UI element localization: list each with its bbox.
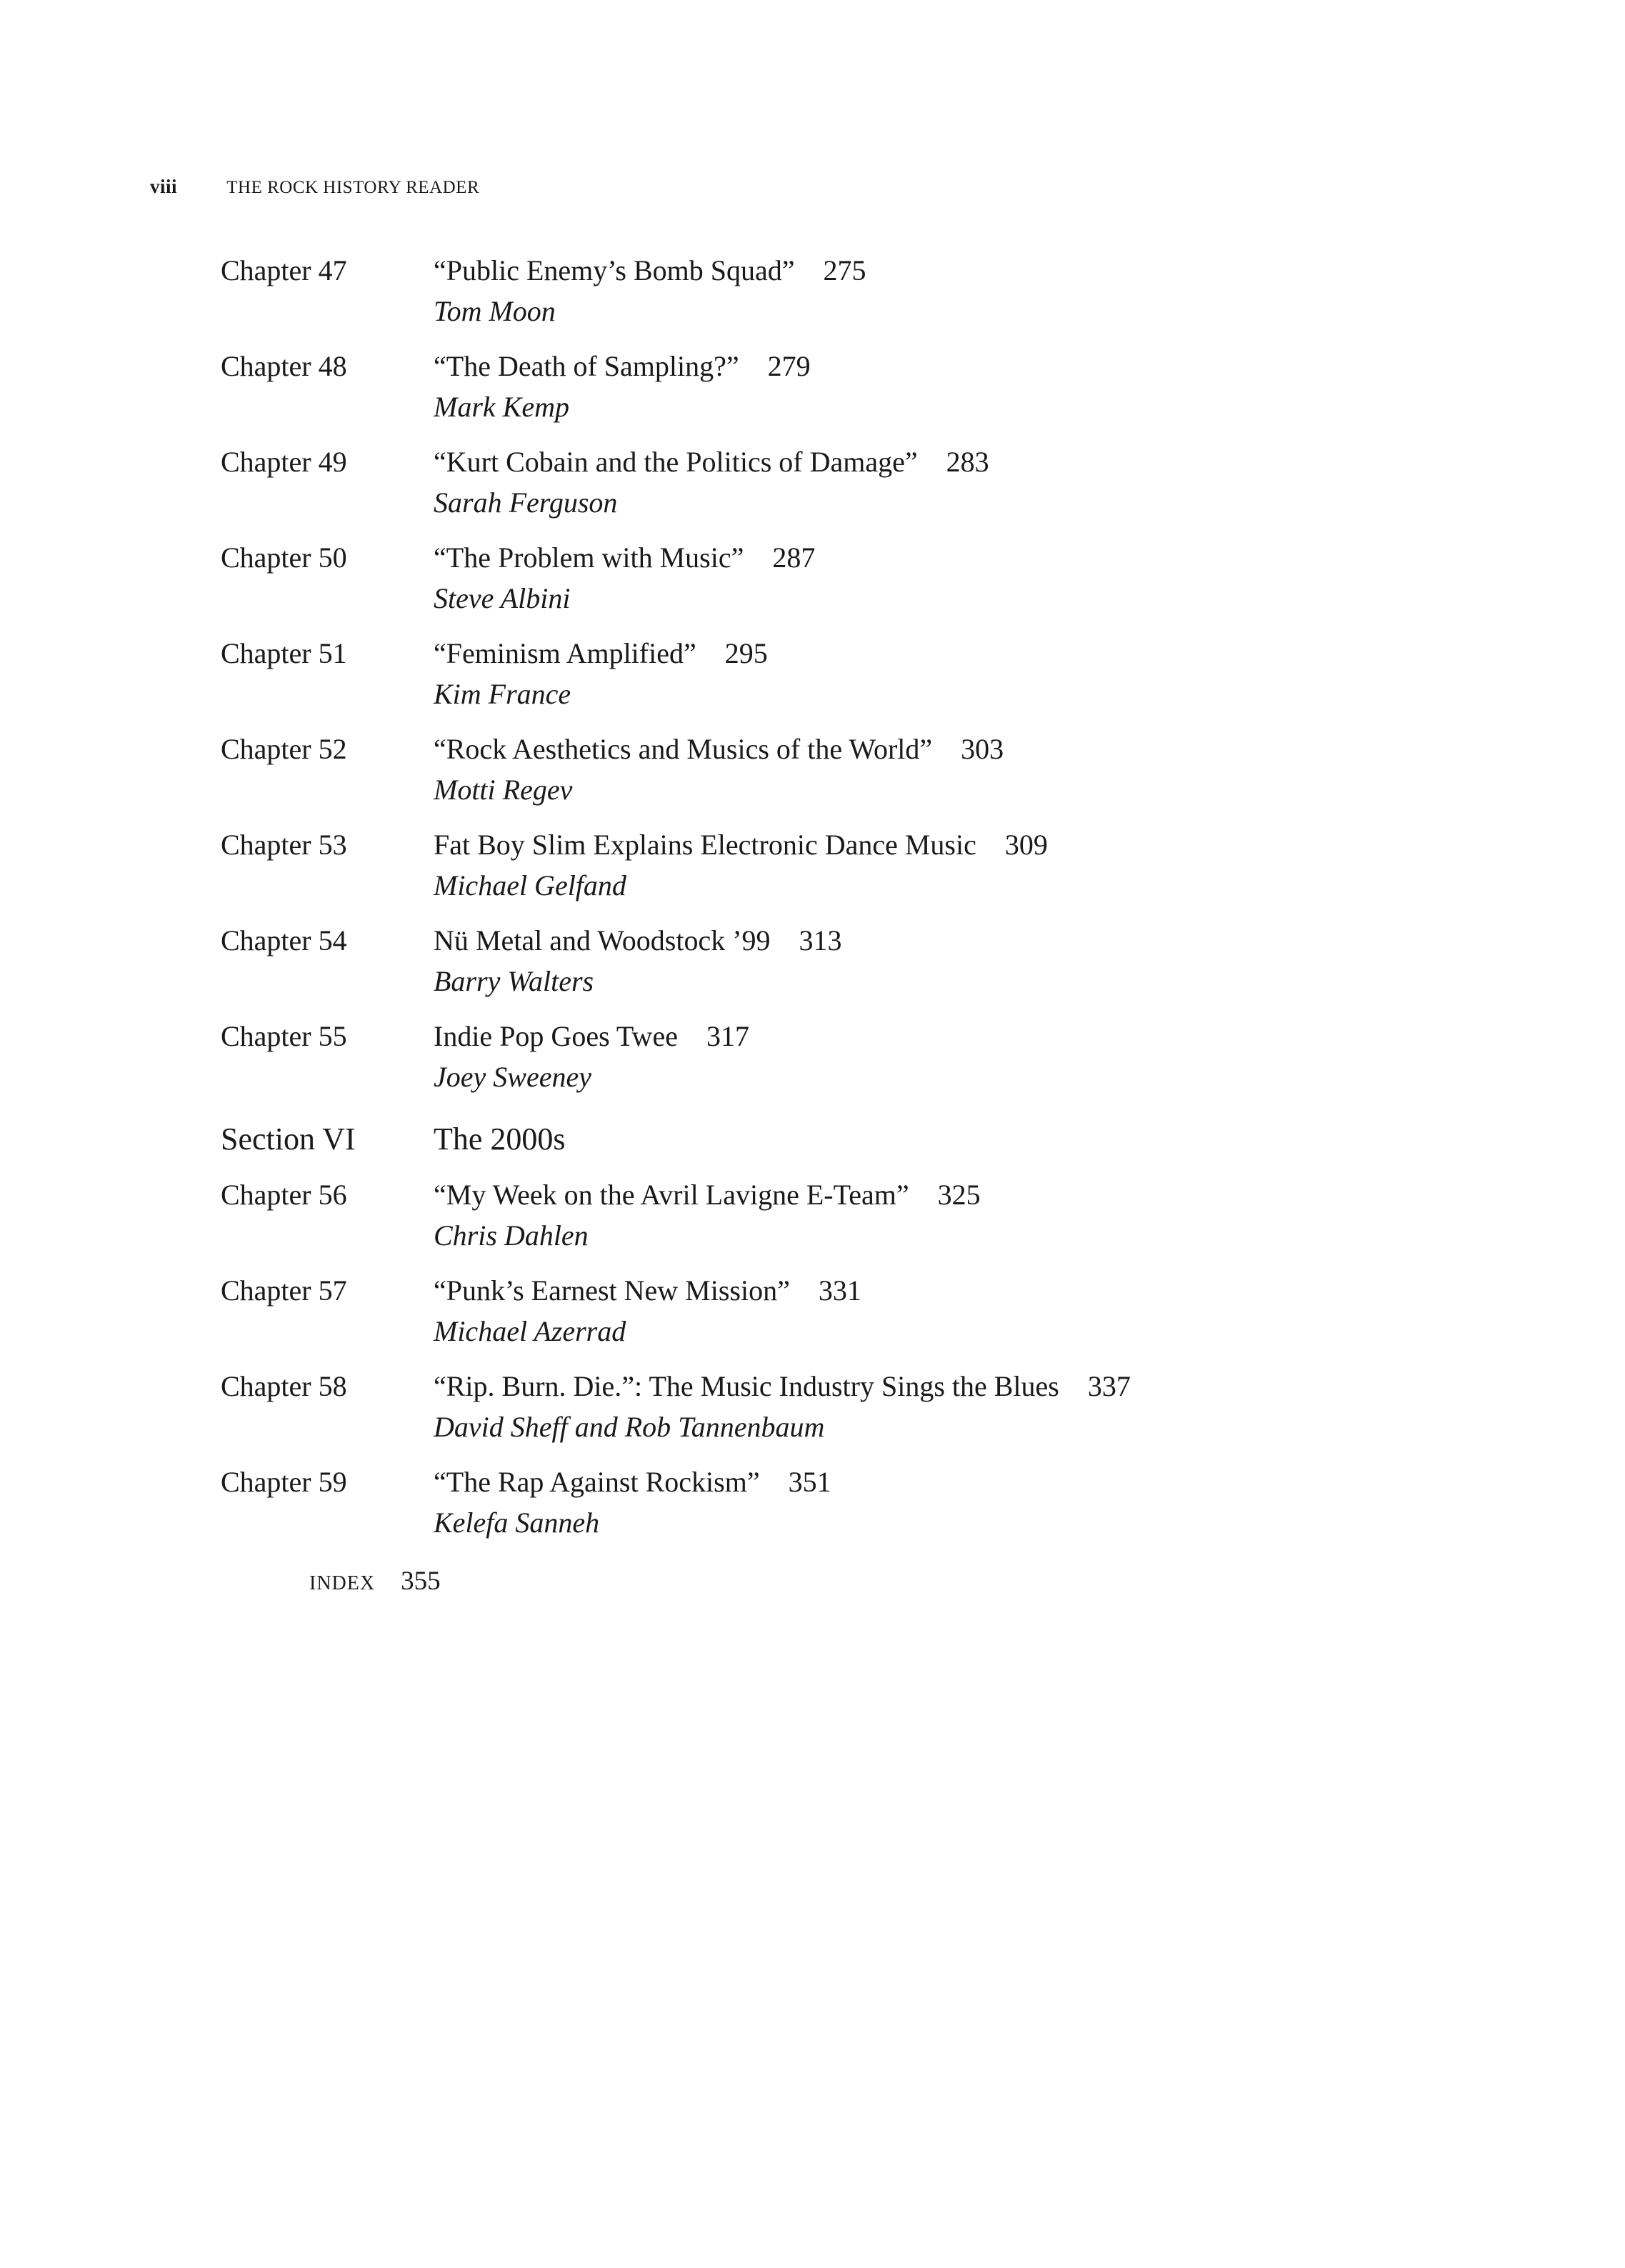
book-title: THE ROCK HISTORY READER	[226, 178, 480, 197]
chapter-title-line	[434, 1174, 981, 1216]
toc-entry-chapter-49[interactable]	[221, 441, 1578, 537]
chapter-author: Michael Azerrad	[434, 1315, 626, 1347]
chapter-page-number: 287	[772, 541, 816, 574]
chapter-page-number: 303	[961, 733, 1004, 765]
chapter-page-number: 337	[1087, 1370, 1131, 1402]
chapter-page-number: 283	[946, 446, 989, 478]
chapter-author: Motti Regev	[434, 774, 573, 806]
chapter-label: Chapter 58	[221, 1370, 347, 1402]
chapter-author: Sarah Ferguson	[434, 486, 618, 519]
chapter-author: Tom Moon	[434, 295, 556, 327]
chapter-label: Chapter 49	[221, 446, 347, 478]
chapter-author: Michael Gelfand	[434, 869, 626, 901]
chapter-author: Kim France	[434, 678, 571, 710]
chapter-title: “Rip. Burn. Die.”: The Music Industry Sings the Blues	[434, 1370, 1059, 1402]
chapter-author: Steve Albini	[434, 582, 571, 614]
chapter-title-line	[434, 1366, 1131, 1407]
chapter-title-line	[434, 729, 1004, 770]
chapter-title-line	[434, 920, 842, 961]
chapter-title: “Public Enemy’s Bomb Squad”	[434, 254, 795, 286]
chapter-title: “Kurt Cobain and the Politics of Damage”	[434, 446, 918, 478]
chapter-title-line	[434, 250, 866, 291]
chapter-label: Chapter 51	[221, 637, 347, 669]
chapter-label: Chapter 54	[221, 924, 347, 956]
chapter-label: Chapter 52	[221, 733, 347, 765]
chapter-title-line	[434, 346, 811, 387]
chapter-title-line	[434, 441, 989, 483]
running-head	[150, 176, 479, 198]
toc-entry-chapter-53[interactable]	[221, 824, 1578, 920]
chapter-author: Joey Sweeney	[434, 1061, 591, 1093]
chapter-title: Fat Boy Slim Explains Electronic Dance Music	[434, 829, 976, 861]
chapter-author: Barry Walters	[434, 965, 594, 997]
toc-entry-chapter-50[interactable]	[221, 537, 1578, 633]
toc-entry-chapter-48[interactable]	[221, 346, 1578, 441]
chapter-label: Chapter 57	[221, 1274, 347, 1307]
chapter-title: “The Problem with Music”	[434, 541, 744, 574]
index-label: INDEX	[309, 1572, 376, 1594]
chapter-title: Nü Metal and Woodstock ’99	[434, 924, 771, 956]
chapter-label: Chapter 55	[221, 1020, 347, 1052]
chapter-label: Chapter 50	[221, 541, 347, 574]
chapter-page-number: 331	[818, 1274, 861, 1307]
table-of-contents	[221, 250, 1578, 1557]
toc-entry-chapter-58[interactable]	[221, 1366, 1578, 1462]
chapter-title: “Rock Aesthetics and Musics of the World”	[434, 733, 933, 765]
chapter-label: Chapter 56	[221, 1179, 347, 1211]
section-title: The 2000s	[434, 1121, 566, 1157]
chapter-label: Chapter 47	[221, 254, 347, 286]
toc-entry-chapter-47[interactable]	[221, 250, 1578, 346]
chapter-author: David Sheff and Rob Tannenbaum	[434, 1411, 825, 1443]
chapter-title: “Punk’s Earnest New Mission”	[434, 1274, 790, 1307]
chapter-author: Kelefa Sanneh	[434, 1507, 600, 1539]
toc-entry-chapter-55[interactable]	[221, 1016, 1578, 1111]
toc-index-entry[interactable]	[309, 1566, 441, 1597]
chapter-page-number: 317	[706, 1020, 749, 1052]
toc-section-heading[interactable]	[221, 1119, 1578, 1174]
chapter-title: “My Week on the Avril Lavigne E-Team”	[434, 1179, 909, 1211]
chapter-page-number: 309	[1004, 829, 1048, 861]
chapter-label: Chapter 59	[221, 1466, 347, 1498]
chapter-title-line	[434, 824, 1048, 866]
toc-entry-chapter-57[interactable]	[221, 1270, 1578, 1366]
chapter-page-number: 313	[799, 924, 842, 956]
chapter-label: Chapter 53	[221, 829, 347, 861]
chapter-title: “The Death of Sampling?”	[434, 350, 739, 382]
chapter-title: Indie Pop Goes Twee	[434, 1020, 678, 1052]
page-folio: viii	[150, 176, 178, 197]
chapter-title-line	[434, 1462, 831, 1503]
section-label: Section VI	[221, 1121, 356, 1157]
toc-entry-chapter-51[interactable]	[221, 633, 1578, 729]
toc-entry-chapter-56[interactable]	[221, 1174, 1578, 1270]
chapter-page-number: 279	[767, 350, 811, 382]
toc-entry-chapter-52[interactable]	[221, 729, 1578, 824]
chapter-title-line	[434, 633, 768, 674]
chapter-title: “The Rap Against Rockism”	[434, 1466, 760, 1498]
chapter-author: Mark Kemp	[434, 391, 569, 423]
chapter-page-number: 295	[724, 637, 768, 669]
chapter-title-line	[434, 1016, 749, 1057]
chapter-title: “Feminism Amplified”	[434, 637, 696, 669]
chapter-page-number: 325	[937, 1179, 981, 1211]
toc-entry-chapter-54[interactable]	[221, 920, 1578, 1016]
chapter-title-line	[434, 537, 815, 579]
chapter-page-number: 275	[823, 254, 866, 286]
toc-entry-chapter-59[interactable]	[221, 1462, 1578, 1557]
chapter-page-number: 351	[788, 1466, 831, 1498]
chapter-title-line	[434, 1270, 861, 1312]
chapter-label: Chapter 48	[221, 350, 347, 382]
index-page-number: 355	[401, 1567, 441, 1596]
chapter-author: Chris Dahlen	[434, 1219, 589, 1252]
